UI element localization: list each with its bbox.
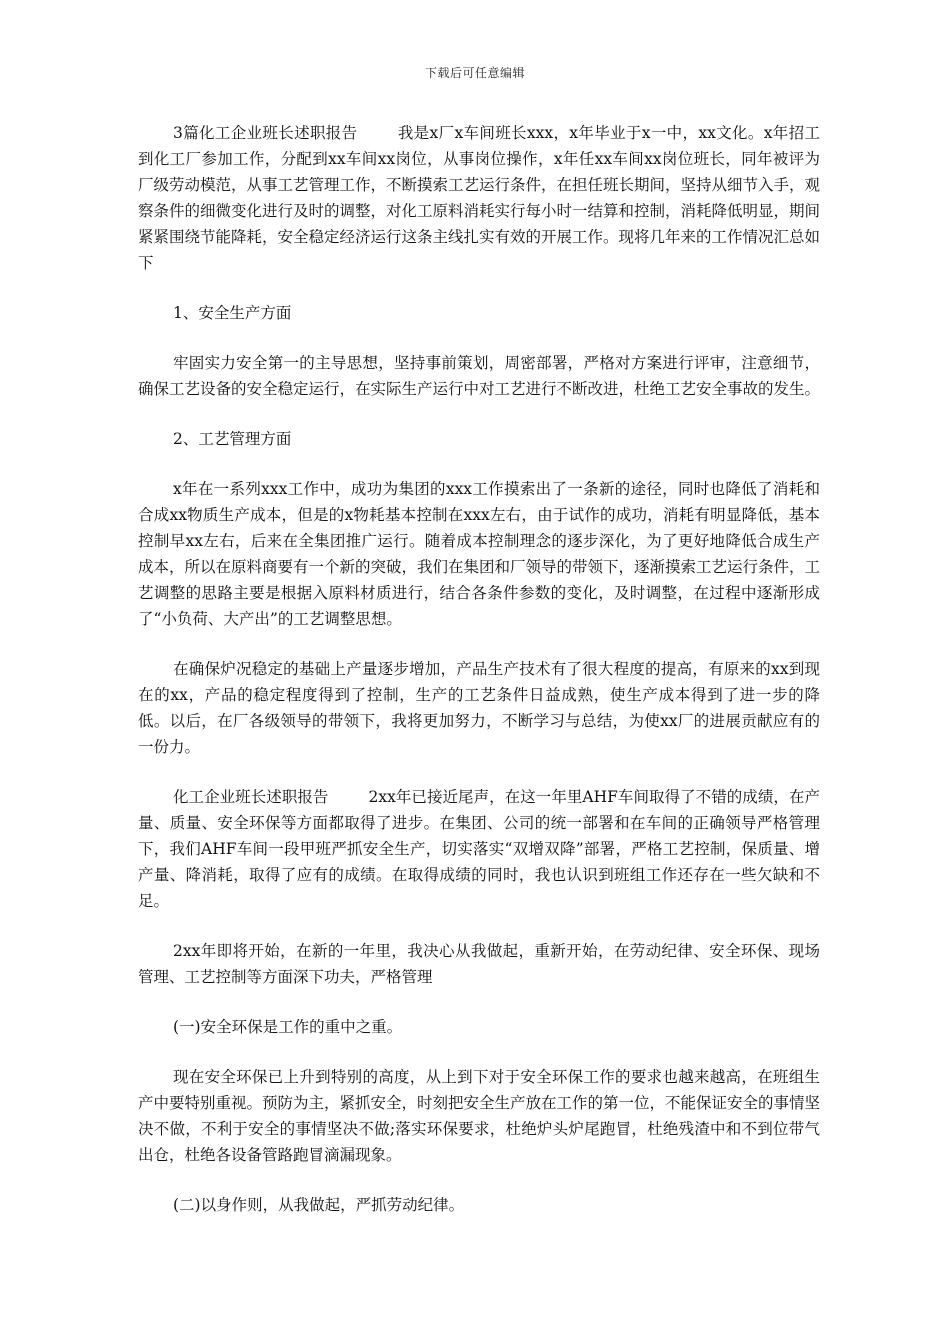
process-paragraph: x年在一系列xxx工作中，成功为集团的xxx工作摸索出了一条新的途径，同时也降低了消耗和合成xx物质生产成本，但是的x物耗基本控制在xxx左右，由于试作的成功，消耗有明显降低，基本控制早xx左右，后来在全集团推广运行。随着成本控制理念的逐步深化，为了更好地降低合成生产成本，所以在原料商要有一个新的突破，我们在集团和厂领导的带领下，逐渐摸索工艺运行条件，工艺调整的思路主要是根据入原料材质进行，结合各条件参数的变化，及时调整，在过程中逐渐形成了“小负荷、大产出”的工艺调整思想。 (138, 480, 821, 628)
page-header-note: 下载后可任意编辑 (424, 66, 525, 80)
subheading-discipline: (二)以身作则，从我做起，严抓劳动纪律。 (173, 1196, 465, 1214)
report-title: 3篇化工企业班长述职报告 (173, 124, 358, 142)
intro-paragraph (138, 120, 820, 276)
plan-paragraph: 2xx年即将开始，在新的一年里，我决心从我做起，重新开始，在劳动纪律、安全环保、现场管理、工艺控制等方面深下功夫，严格管理 (138, 942, 820, 986)
output-paragraph: 在确保炉况稳定的基础上产量逐步增加，产品生产技术有了很大程度的提高，有原来的xx到现在的xx，产品的稳定程度得到了控制，生产的工艺条件日益成熟，使生产成本得到了进一步的降低。以后，在厂各级领导的带领下，我将更加努力，不断学习与总结，为使xx厂的进展贡献应有的一份力。 (138, 660, 820, 756)
environment-paragraph: 现在安全环保已上升到特别的高度，从上到下对于安全环保工作的要求也越来越高，在班组生产中要特别重视。预防为主，紧抓安全，时刻把安全生产放在工作的第一位，不能保证安全的事情坚决不做，不利于安全的事情坚决不做;落实环保要求，杜绝炉头炉尾跑冒，杜绝残渣中和不到位带气出仓，杜绝各设备管路跑冒滴漏现象。 (138, 1068, 821, 1164)
second-report-text: 2xx年已接近尾声，在这一年里AHF车间取得了不错的成绩，在产量、质量、安全环保等方面都取得了进步。在集团、公司的统一部署和在车间的正确领导严格管理下，我们AHF车间一段甲班严抓安全生产，切实落实“双增双降”部署，严格工艺控制，保质量、增产量、降消耗，取得了应有的成绩。在取得成绩的同时，我也认识到班组工作还存在一些欠缺和不足。 (138, 788, 820, 910)
subheading-environment: (一)安全环保是工作的重中之重。 (173, 1018, 403, 1036)
section-heading-safety: 1、安全生产方面 (173, 304, 292, 322)
second-report-paragraph (138, 784, 820, 914)
document-body (138, 120, 820, 1242)
section-heading-process: 2、工艺管理方面 (173, 430, 292, 448)
safety-paragraph: 牢固实力安全第一的主导思想，坚持事前策划，周密部署，严格对方案进行评审，注意细节，确保工艺设备的安全稳定运行，在实际生产运行中对工艺进行不断改进，杜绝工艺安全事故的发生。 (138, 354, 821, 398)
intro-text: 我是x厂x车间班长xxx，x年毕业于x一中，xx文化。x年招工到化工厂参加工作，分配到xx车间xx岗位，从事岗位操作，x年任xx车间xx岗位班长，同年被评为厂级劳动模范，从事工艺管理工作，不断摸索工艺运行条件，在担任班长期间，坚持从细节入手，观察条件的细微变化进行及时的调整，对化工原料消耗实行每小时一结算和控制，消耗降低明显，期间紧紧围绕节能降耗，安全稳定经济运行这条主线扎实有效的开展工作。现将几年来的工作情况汇总如下 (138, 124, 821, 272)
second-report-title: 化工企业班长述职报告 (173, 788, 329, 806)
